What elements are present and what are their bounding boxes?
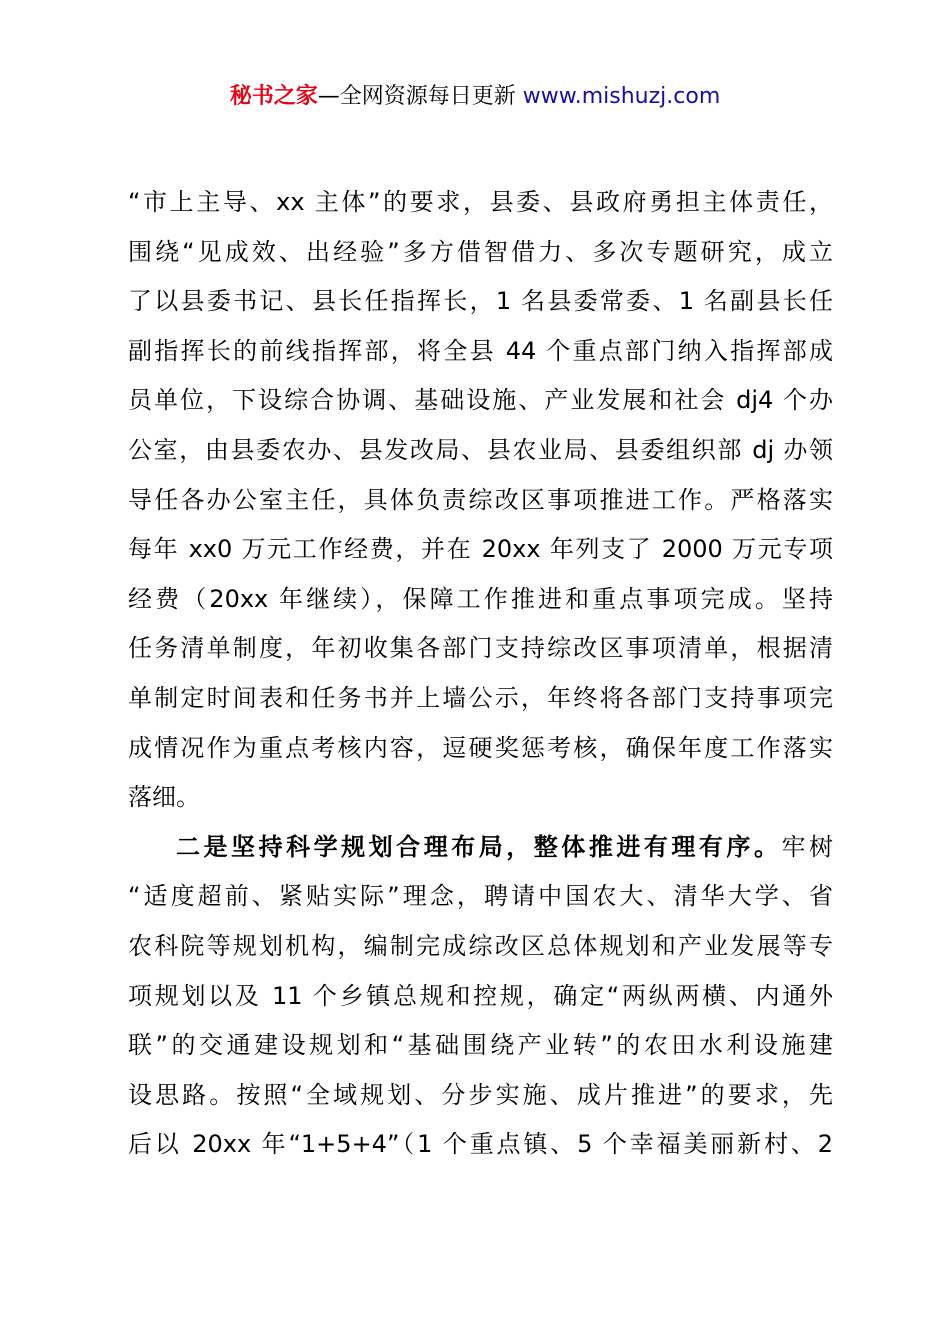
- text-line: 联”的交通建设规划和“基础围绕产业转”的农田水利设施建: [128, 1031, 833, 1060]
- paragraph-2-first-line: [128, 823, 833, 873]
- paragraph-2-first-line-rest: 牢树: [781, 832, 834, 861]
- text-line: “适度超前、紧贴实际”理念，聘请中国农大、清华大学、省: [128, 882, 833, 911]
- text-line: 成情况作为重点考核内容，逗硬奖惩考核，确保年度工作落实: [128, 733, 833, 762]
- text-line: 项规划以及 11 个乡镇总规和控规，确定“两纵两横、内通外: [128, 981, 833, 1010]
- text-line: 任务清单制度，年初收集各部门支持综改区事项清单，根据清: [128, 634, 833, 663]
- text-line: 每年 xx0 万元工作经费，并在 20xx 年列支了 2000 万元专项: [128, 535, 833, 564]
- text-line: 副指挥长的前线指挥部，将全县 44 个重点部门纳入指挥部成: [128, 336, 833, 365]
- site-url-link[interactable]: www.mishuzj.com: [522, 84, 721, 109]
- text-line: 单制定时间表和任务书并上墙公示，年终将各部门支持事项完: [128, 683, 833, 712]
- text-line: 导任各办公室主任，具体负责综改区事项推进工作。严格落实: [128, 485, 833, 514]
- text-line: 围绕“见成效、出经验”多方借智借力、多次专题研究，成立: [128, 237, 833, 266]
- text-line: 后以 20xx 年“1+5+4”（1 个重点镇、5 个幸福美丽新村、2: [128, 1130, 833, 1159]
- document-body: [128, 178, 833, 1170]
- text-line: 落细。: [128, 783, 200, 812]
- paragraph-2: [128, 823, 833, 1170]
- text-line: 经费（20xx 年继续），保障工作推进和重点事项完成。坚持: [128, 584, 833, 613]
- paragraph-1: [128, 178, 833, 823]
- page-header: [0, 80, 950, 114]
- text-line: 员单位，下设综合协调、基础设施、产业发展和社会 dj4 个办: [128, 386, 833, 415]
- text-line: “市上主导、xx 主体”的要求，县委、县政府勇担主体责任，: [128, 188, 833, 216]
- site-brand: 秘书之家: [229, 84, 318, 109]
- text-line: 公室，由县委农办、县发改局、县农业局、县委组织部 dj 办领: [128, 435, 833, 464]
- site-tagline: —全网资源每日更新: [317, 84, 516, 109]
- paragraph-2-heading: 二是坚持科学规划合理布局，整体推进有理有序。: [176, 832, 782, 861]
- text-line: 农科院等规划机构，编制完成综改区总体规划和产业发展等专: [128, 931, 833, 960]
- text-line: 设思路。按照“全域规划、分步实施、成片推进”的要求，先: [128, 1080, 833, 1109]
- text-line: 了以县委书记、县长任指挥长，1 名县委常委、1 名副县长任: [128, 287, 833, 316]
